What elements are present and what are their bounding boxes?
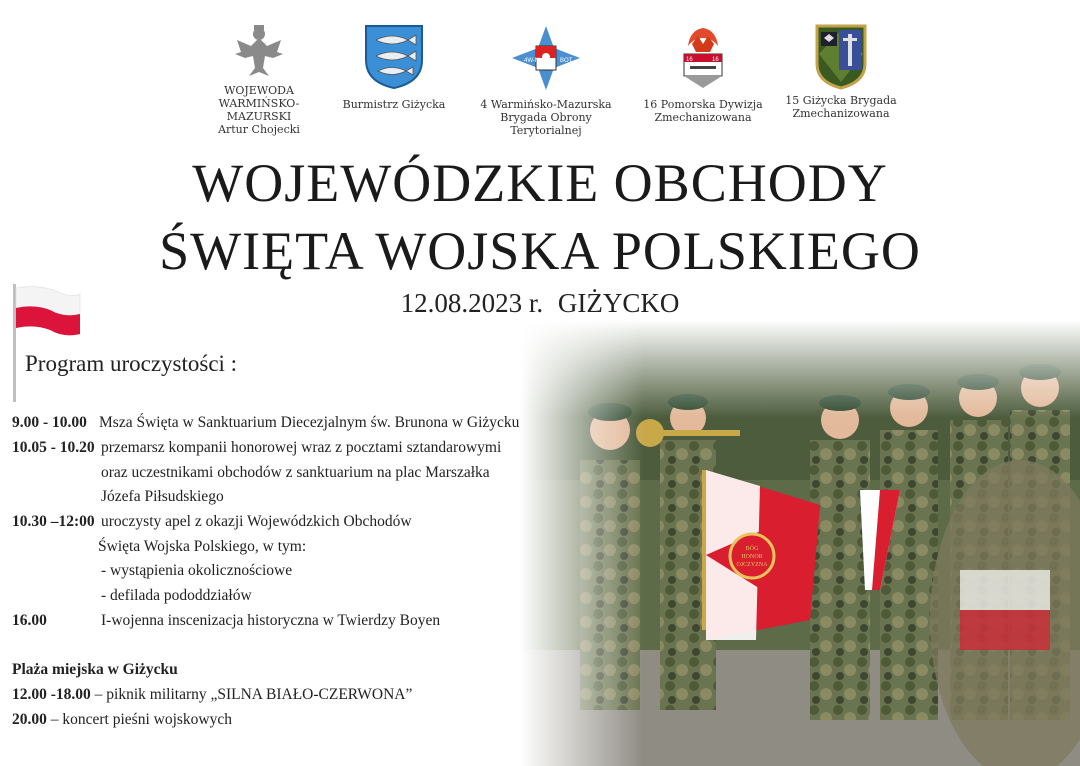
logo-line: Burmistrz Giżycka [342,98,446,111]
program-item [12,612,47,630]
beach-time: 12.00 -18.00 [12,686,91,703]
polish-flag-icon [12,284,84,404]
4-wmbot-emblem-icon [510,24,582,92]
emblem-right-text: BOT [560,58,573,64]
logo-15-brigade [780,24,902,120]
16-division-emblem-icon [676,24,730,94]
program-desc: - defilada pododdziałów [101,587,252,604]
program-desc: Józefa Piłsudskiego [101,488,224,505]
emblem-right-text: 16 [712,57,719,63]
logo-wojewoda [200,24,318,136]
logo-line: Zmechanizowana [654,111,752,124]
beach-text: – koncert pieśni wojskowych [46,711,232,728]
logo-line: WOJEWODA [224,84,294,97]
beach-time: 20.00 [12,711,47,728]
logo-4wmbot [466,24,626,137]
beach-item [12,686,412,704]
program-desc: oraz uczestnikami obchodów z sanktuarium na plac Marszałka [101,464,490,481]
program-desc: I-wojenna inscenizacja historyczna w Twierdzy Boyen [101,612,441,629]
logo-burmistrz [340,24,448,111]
logo-line: 16 Pomorska Dywizja [643,98,763,111]
beach-heading-text: Plaża miejska w Giżycku [12,661,178,678]
program-desc: uroczysty apel z okazji Wojewódzkich Obchodów [101,513,412,530]
beach-item [12,711,232,729]
logo-line: Zmechanizowana [792,107,890,120]
logo-line: 15 Giżycka Brygada [785,94,897,107]
program-desc: przemarsz kompanii honorowej wraz z pocztami sztandarowymi [101,439,502,456]
15-brigade-emblem-icon [815,24,867,90]
soldiers-photo [520,320,1080,766]
program-time: 9.00 - 10.00 [12,414,87,431]
program-item [12,439,95,457]
event-city: GIŻYCKO [557,288,680,318]
beach-heading [12,661,178,679]
program-time: 16.00 [12,612,47,629]
title-line-2: ŚWIĘTA WOJSKA POLSKIEGO [159,221,921,281]
logo-line: Brygada Obrony Terytorialnej [500,111,592,137]
event-date: 12.08.2023 r. [400,288,544,318]
program-item [12,513,95,531]
gizycko-coat-of-arms-icon [364,24,424,90]
logo-line: 4 Warmińsko-Mazurska [480,98,612,111]
program-time: 10.05 - 10.20 [12,439,95,456]
program-item [12,414,87,432]
program-desc: Święta Wojska Polskiego, w tym: [98,538,307,555]
logo-line: WARMIŃSKO-MAZURSKI [218,97,300,123]
emblem-left-text: 4W-M [524,58,540,64]
program-desc: Msza Święta w Sanktuarium Diecezjalnym św. Brunona w Giżycku [99,414,520,431]
event-date-city [0,288,1080,319]
title-line-1: WOJEWÓDZKIE OBCHODY [192,153,888,213]
logo-16-division [642,24,764,124]
polish-eagle-icon [233,24,285,80]
program-desc: - wystąpienia okolicznościowe [101,562,293,579]
program-time: 10.30 –12:00 [12,513,95,530]
beach-text: – piknik militarny „SILNA BIAŁO-CZERWONA” [90,686,413,703]
logo-line: Artur Chojecki [218,123,300,136]
emblem-left-text: 16 [686,57,693,63]
program-heading: Program uroczystości : [25,351,238,376]
